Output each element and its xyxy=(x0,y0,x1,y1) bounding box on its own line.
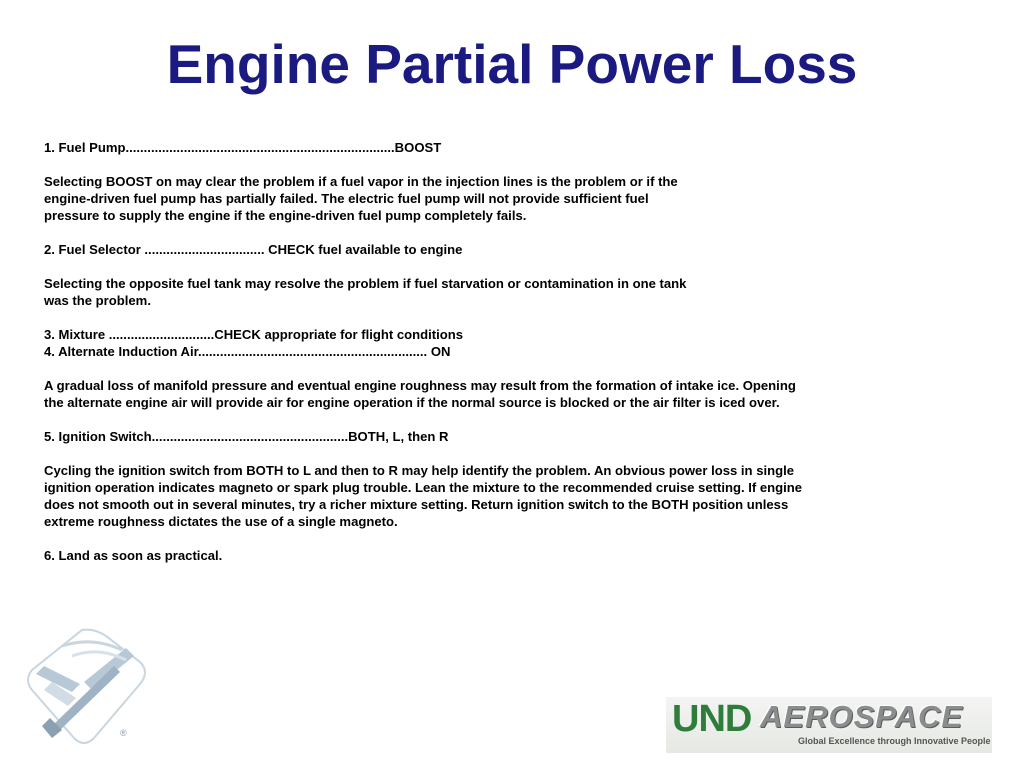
aerospace-logo-text: AEROSPACE xyxy=(760,699,964,734)
spacer xyxy=(44,360,904,377)
checklist-line: Selecting BOOST on may clear the problem if a fuel vapor in the injection lines is the problem or if the xyxy=(44,174,678,189)
spacer xyxy=(44,445,904,462)
checklist-line: the alternate engine air will provide air for engine operation if the normal source is blocked or the air filter is iced over. xyxy=(44,395,780,410)
checklist-line: Selecting the opposite fuel tank may resolve the problem if fuel starvation or contamination in one tank xyxy=(44,276,687,291)
airplane-emblem-icon xyxy=(22,626,152,750)
spacer xyxy=(44,156,904,173)
und-aerospace-logo xyxy=(666,697,992,753)
checklist-line: pressure to supply the engine if the engine-driven fuel pump completely fails. xyxy=(44,208,527,223)
spacer xyxy=(44,224,904,241)
checklist-line: 2. Fuel Selector ................................. CHECK fuel available to engine xyxy=(44,242,463,257)
checklist-body xyxy=(44,139,904,564)
checklist-line: 6. Land as soon as practical. xyxy=(44,548,223,563)
checklist-line: extreme roughness dictates the use of a single magneto. xyxy=(44,514,398,529)
und-logo-text: UND xyxy=(672,698,752,740)
checklist-line: Cycling the ignition switch from BOTH to L and then to R may help identify the problem. An obvious power loss in single xyxy=(44,463,795,478)
spacer xyxy=(44,309,904,326)
checklist-line: 4. Alternate Induction Air............................................................... ON xyxy=(44,344,451,359)
checklist-line: 1. Fuel Pump..........................................................................BOOST xyxy=(44,140,442,155)
spacer xyxy=(44,530,904,547)
checklist-line: does not smooth out in several minutes, try a richer mixture setting. Return ignition switch to the BOTH position unless xyxy=(44,497,789,512)
svg-text:®: ® xyxy=(120,728,127,738)
checklist-line: A gradual loss of manifold pressure and eventual engine roughness may result from the formation of intake ice. Opening xyxy=(44,378,796,393)
checklist-line: was the problem. xyxy=(44,293,151,308)
checklist-line: engine-driven fuel pump has partially failed. The electric fuel pump will not provide sufficient fuel xyxy=(44,191,649,206)
spacer xyxy=(44,411,904,428)
slide-title: Engine Partial Power Loss xyxy=(166,33,858,95)
checklist-line: ignition operation indicates magneto or spark plug trouble. Lean the mixture to the recommended cruise setting. If engine xyxy=(44,480,803,495)
spacer xyxy=(44,258,904,275)
checklist-line: 5. Ignition Switch......................................................BOTH, L, then R xyxy=(44,429,449,444)
logo-tagline: Global Excellence through Innovative People xyxy=(798,736,991,746)
checklist-line: 3. Mixture .............................CHECK appropriate for flight conditions xyxy=(44,327,464,342)
